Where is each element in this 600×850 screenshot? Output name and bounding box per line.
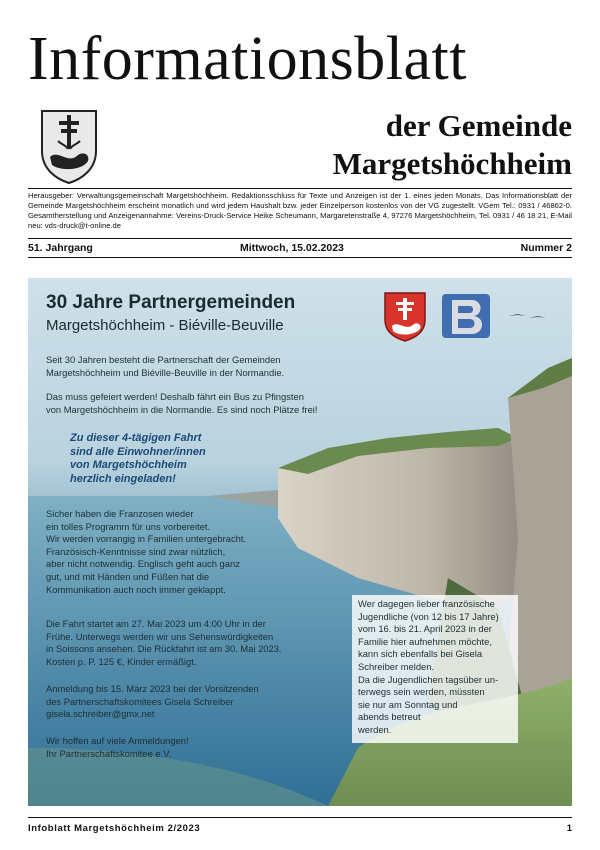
rule-issue-bottom [28, 257, 572, 258]
youth-exchange-box: Wer dagegen lieber französische Jugendliche (von 12 bis 17 Jahre) vom 16. bis 21. April 2023 in der Familie hier aufnehmen möchte, kann sich ebenfalls bei Gisela Schreiber melden. Da die Jugendlichen tagsüber un- terwegs sein werden, müssten sie nur am Sonntag und abends betreut werden. [352, 595, 518, 743]
poster-subtitle: Margetshöchheim - Biéville-Beuville [46, 317, 284, 334]
issue-date: Mittwoch, 15.02.2023 [240, 242, 344, 254]
poster-paragraph-registration: Anmeldung bis 15. März 2023 bei der Vorsitzenden des Partnerschaftskomitees Gisela Schreiber gisela.schreiber@gmx.net [46, 683, 259, 720]
poster-paragraph-bus: Das muss gefeiert werden! Deshalb fährt ein Bus zu Pfingsten von Margetshöchheim in die Normandie. Es sind noch Plätze frei! [46, 391, 318, 415]
municipal-crest-icon [38, 105, 100, 185]
bieville-beuville-logo-icon [440, 290, 492, 342]
poster-paragraph-program: Sicher haben die Franzosen wieder ein tolles Programm für uns vorbereitet. Wir werden vorrangig in Familien untergebracht. Französisch-Kenntnisse sind zwar nützlich, aber nicht notwendig. Englisch geht auch ganz gut, und mit Händen und Füßen hat die Kommunikation auch noch immer geklappt. [46, 508, 247, 595]
footer-publication: Infoblatt Margetshöchheim 2/2023 [28, 823, 201, 834]
issue-number: Nummer 2 [520, 242, 572, 254]
margetshoechheim-crest-icon [382, 290, 428, 342]
poster-paragraph-closing: Wir hoffen auf viele Anmeldungen! Ihr Partnerschaftskomitee e.V. [46, 735, 189, 759]
issue-volume: 51. Jahrgang [28, 242, 93, 254]
footer-page-number: 1 [566, 823, 572, 834]
masthead-subtitle-line1: der Gemeinde [385, 108, 572, 143]
poster-title: 30 Jahre Partnergemeinden [46, 292, 296, 313]
rule-top [28, 188, 572, 189]
poster-paragraph-schedule: Die Fahrt startet am 27. Mai 2023 um 4:00 Uhr in der Frühe. Unterwegs werden wir uns Sehenswürdigkeiten in Soissons ansehen. Die Rückfahrt ist am 30. Mai 2023. Kosten p. P. 125 €, Kinder ermäßigt. [46, 618, 282, 667]
masthead-subtitle-line2: Margetshöchheim [332, 146, 572, 181]
contact-email: gisela.schreiber@gmx.net [46, 708, 155, 720]
rule-footer [28, 817, 572, 818]
poster-paragraph-intro: Seit 30 Jahren besteht die Partnerschaft der Gemeinden Margetshöchheim und Biéville-Beuville in der Normandie. [46, 354, 285, 378]
partnership-poster [28, 278, 572, 806]
masthead-title: Informationsblatt [28, 25, 467, 93]
imprint-text: Herausgeber: Verwaltungsgemeinschaft Margetshöchheim. Redaktionsschluss für Texte und Anzeigen ist der 1. eines jeden Monats. Das Informationsblatt der Gemeinde Margetshöchheim erscheint monatlich und wird jedem Haushalt bzw. jeder Einzelperson kostenlos von der VG zugestellt. VGem Tel.: 0931 / 46862-0. Gesamtherstellung und Anzeigenannahme: Vereins-Druck-Service Heike Scheumann, Margaretenstraße 4, 97276 Margetshöchheim, Tel. 0931 / 46 18 21, E-Mail neu: vds-druck@t-online.de [28, 191, 572, 230]
poster-invitation: Zu dieser 4-tägigen Fahrt sind alle Einwohner/innen von Margetshöchheim herzlich eingeladen! [70, 432, 206, 485]
rule-issue-top [28, 238, 572, 239]
